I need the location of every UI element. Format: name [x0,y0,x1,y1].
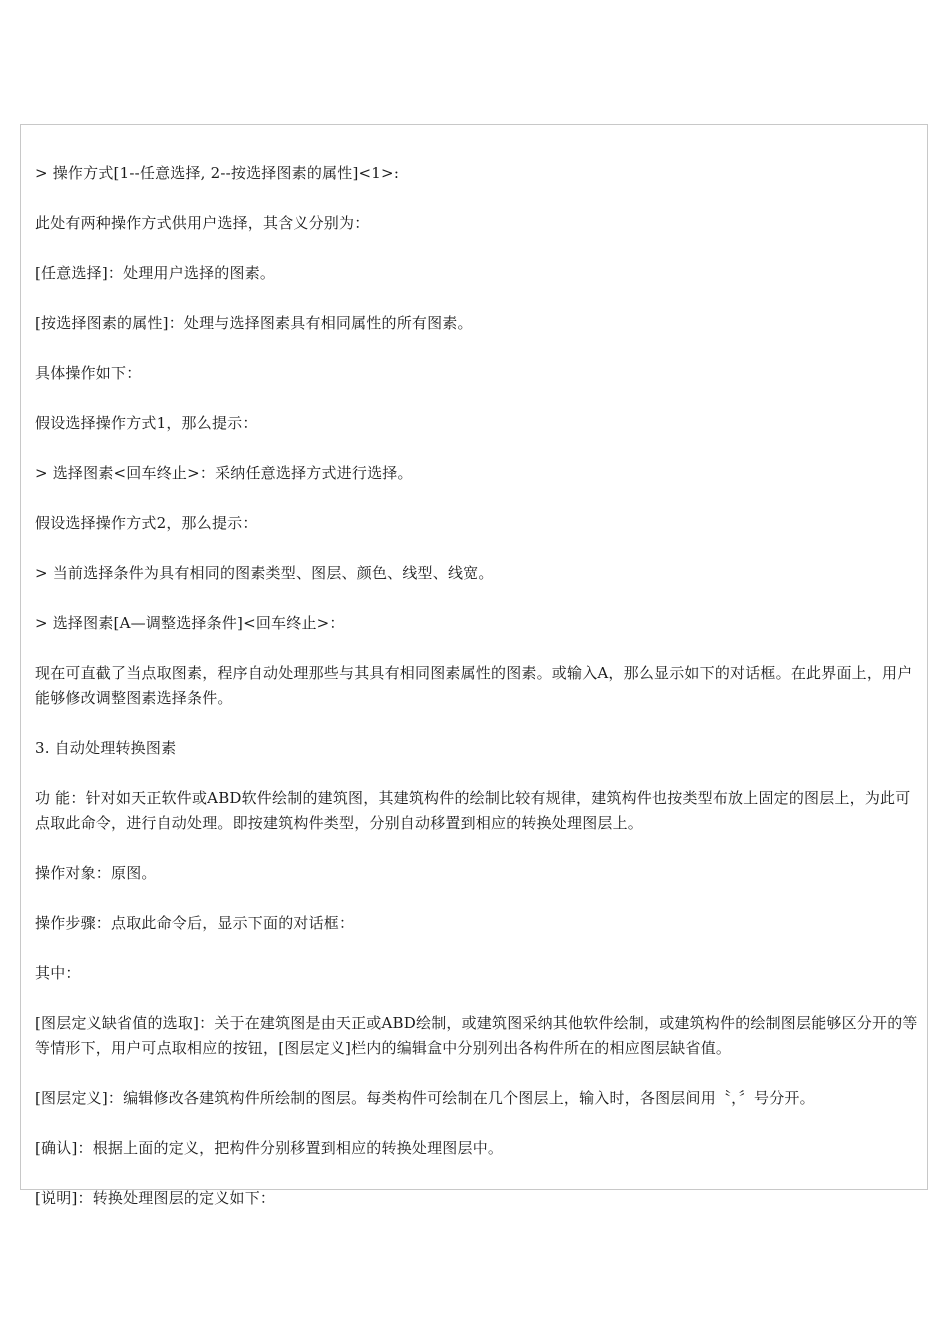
paragraph-among: 其中： [35,964,81,982]
paragraph-operation-object: 操作对象：原图。 [35,864,157,882]
paragraph-mode-2: 假设选择操作方式2，那么提示： [35,514,258,532]
document-frame [20,124,928,1207]
paragraph-direct-pick: 现在可直截了当点取图素，程序自动处理那些与其具有相同图素属性的图素。或输入A，那么显示如下的对话框。在此界面上，用户能够修改调整图素选择条件。 [35,664,913,707]
prompt-select-adjust: > 选择图素[A—调整选择条件]<回车终止>： [35,614,345,632]
paragraph-steps-heading: 具体操作如下： [35,364,142,382]
paragraph-confirm: [确认]：根据上面的定义，把构件分别移置到相应的转换处理图层中。 [35,1139,504,1157]
paragraph-by-attribute: [按选择图素的属性]：处理与选择图素具有相同属性的所有图素。 [35,314,473,332]
paragraph-layer-definition: [图层定义]：编辑修改各建筑构件所绘制的图层。每类构件可绘制在几个图层上，输入时，各图层间用〝，〞号分开。 [35,1089,815,1107]
section-heading-auto-convert: 3. 自动处理转换图素 [35,739,177,757]
prompt-current-condition: > 当前选择条件为具有相同的图素类型、图层、颜色、线型、线宽。 [35,564,494,582]
paragraph-function: 功 能：针对如天正软件或ABD软件绘制的建筑图，其建筑构件的绘制比较有规律，建筑构件也按类型布放上固定的图层上，为此可点取此命令，进行自动处理。即按建筑构件类型，分别自动移置到相应的转换处理图层上。 [35,789,911,832]
prompt-select-elements: > 选择图素<回车终止>：采纳任意选择方式进行选择。 [35,464,413,482]
paragraph-explanation: [说明]：转换处理图层的定义如下： [35,1189,276,1207]
paragraph-layer-default: [图层定义缺省值的选取]：关于在建筑图是由天正或ABD绘制，或建筑图采纳其他软件绘制，或建筑构件的绘制图层能够区分开的等等情形下，用户可点取相应的按钮，[图层定义]栏内的编辑盒中分别列出各构件所在的相应图层缺省值。 [35,1014,918,1057]
document-body [35,161,919,1236]
paragraph-any-select: [任意选择]：处理用户选择的图素。 [35,264,276,282]
paragraph-mode-1: 假设选择操作方式1，那么提示： [35,414,258,432]
paragraph-mode-intro: 此处有两种操作方式供用户选择，其含义分别为： [35,214,370,232]
paragraph-operation-steps: 操作步骤：点取此命令后，显示下面的对话框： [35,914,355,932]
prompt-operation-mode: > 操作方式[1--任意选择, 2--按选择图素的属性]<1>: [35,164,400,182]
